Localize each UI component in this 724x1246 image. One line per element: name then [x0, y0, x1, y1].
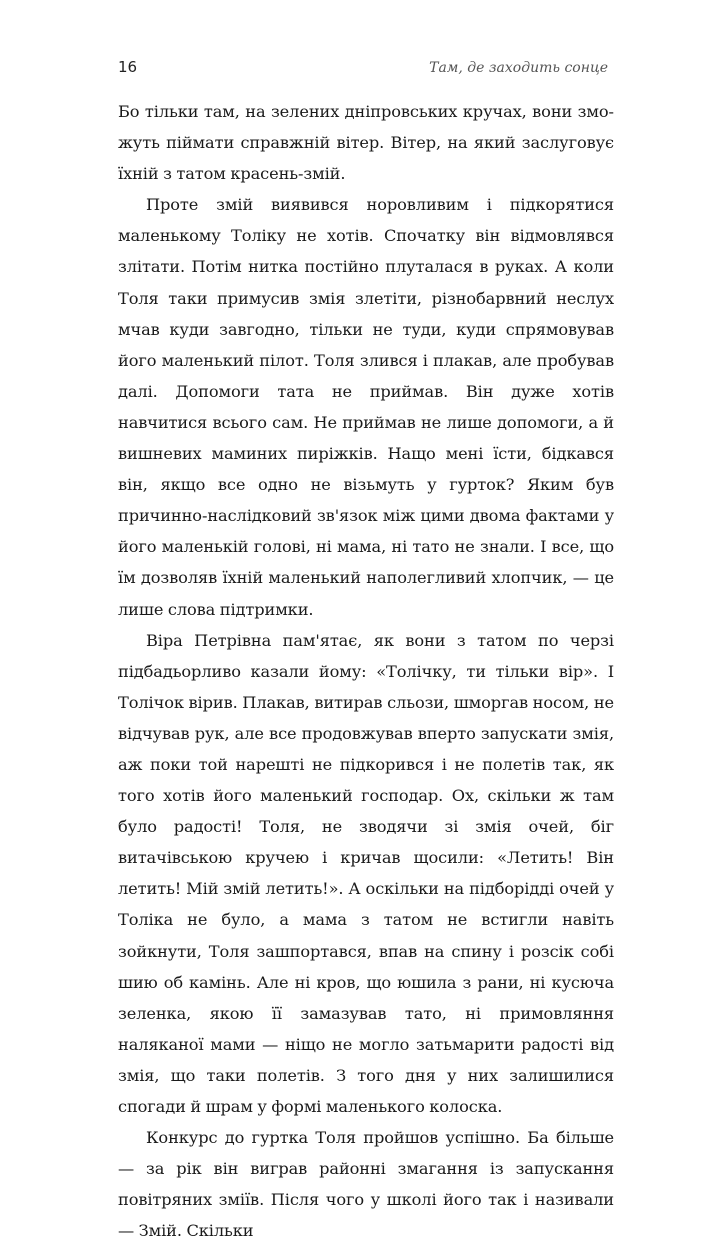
page-header	[118, 58, 608, 76]
running-title: Там, де заходить сонце	[429, 60, 608, 76]
page-number: 16	[118, 58, 138, 76]
body-text	[118, 96, 614, 1246]
paragraph: Віра Петрівна пам'ятає, як вони з татом по черзі підбадьорливо казали йому: «Толічку, ти тільки вір». І Толічок вірив. Плакав, витирав сльози, шморгав носом, не відчував рук, але все продовжував вперто запускати змія, аж поки той нарешті не підкорився і не полетів так, як того хотів його маленький господар. Ох, скільки ж там було радості! Толя, не зводячи зі змія очей, біг витачівською кручею і кричав щосили: «Летить! Він летить! Мій змій летить!». А оскільки на підборідді очей у Толіка не було, а мама з татом не встигли навіть зойкнути, Толя зашпортався, впав на спину і розсік собі шию об камінь. Але ні кров, що юшила з рани, ні кусюча зеленка, якою її замазував тато, ні примовляння наляканої мами — ніщо не могло затьмарити радості від змія, що таки полетів. З того дня у них залишилися спогади й шрам у формі маленького колоска.	[118, 630, 614, 1116]
paragraph: Проте змій виявився норовливим і підкорятися маленькому Толіку не хотів. Спочатку він відмовлявся злітати. Потім нитка постійно плуталася в руках. А коли Толя таки примусив змія злетіти, різнобарвний неслух мчав куди завгодно, тільки не туди, куди спрямовував його маленький пілот. Толя злився і плакав, але пробував далі. Допомоги тата не приймав. Він дуже хотів навчитися всього сам. Не приймав не лише допомоги, а й вишневих маминих пиріжків. Нащо мені їсти, бідкався він, якщо все одно не візьмуть у гурток? Яким був причинно-наслідковий зв'язок між цими двома фактами у його маленькій голові, ні мама, ні тато не знали. І все, що їм дозволяв їхній маленький наполегливий хлопчик, — це лише слова підтримки.	[118, 195, 614, 619]
paragraph: Бо тільки там, на зелених дніпровських кручах, вони зможуть піймати справжній вітер. Вітер, на який заслуговує їхній з татом красень-змій.	[118, 102, 614, 184]
paragraph: Конкурс до гуртка Толя пройшов успішно. Ба більше — за рік він виграв районні змагання із запускання повітряних зміїв. Після чого у школі його так і називали — Змій. Скільки	[118, 1128, 614, 1241]
